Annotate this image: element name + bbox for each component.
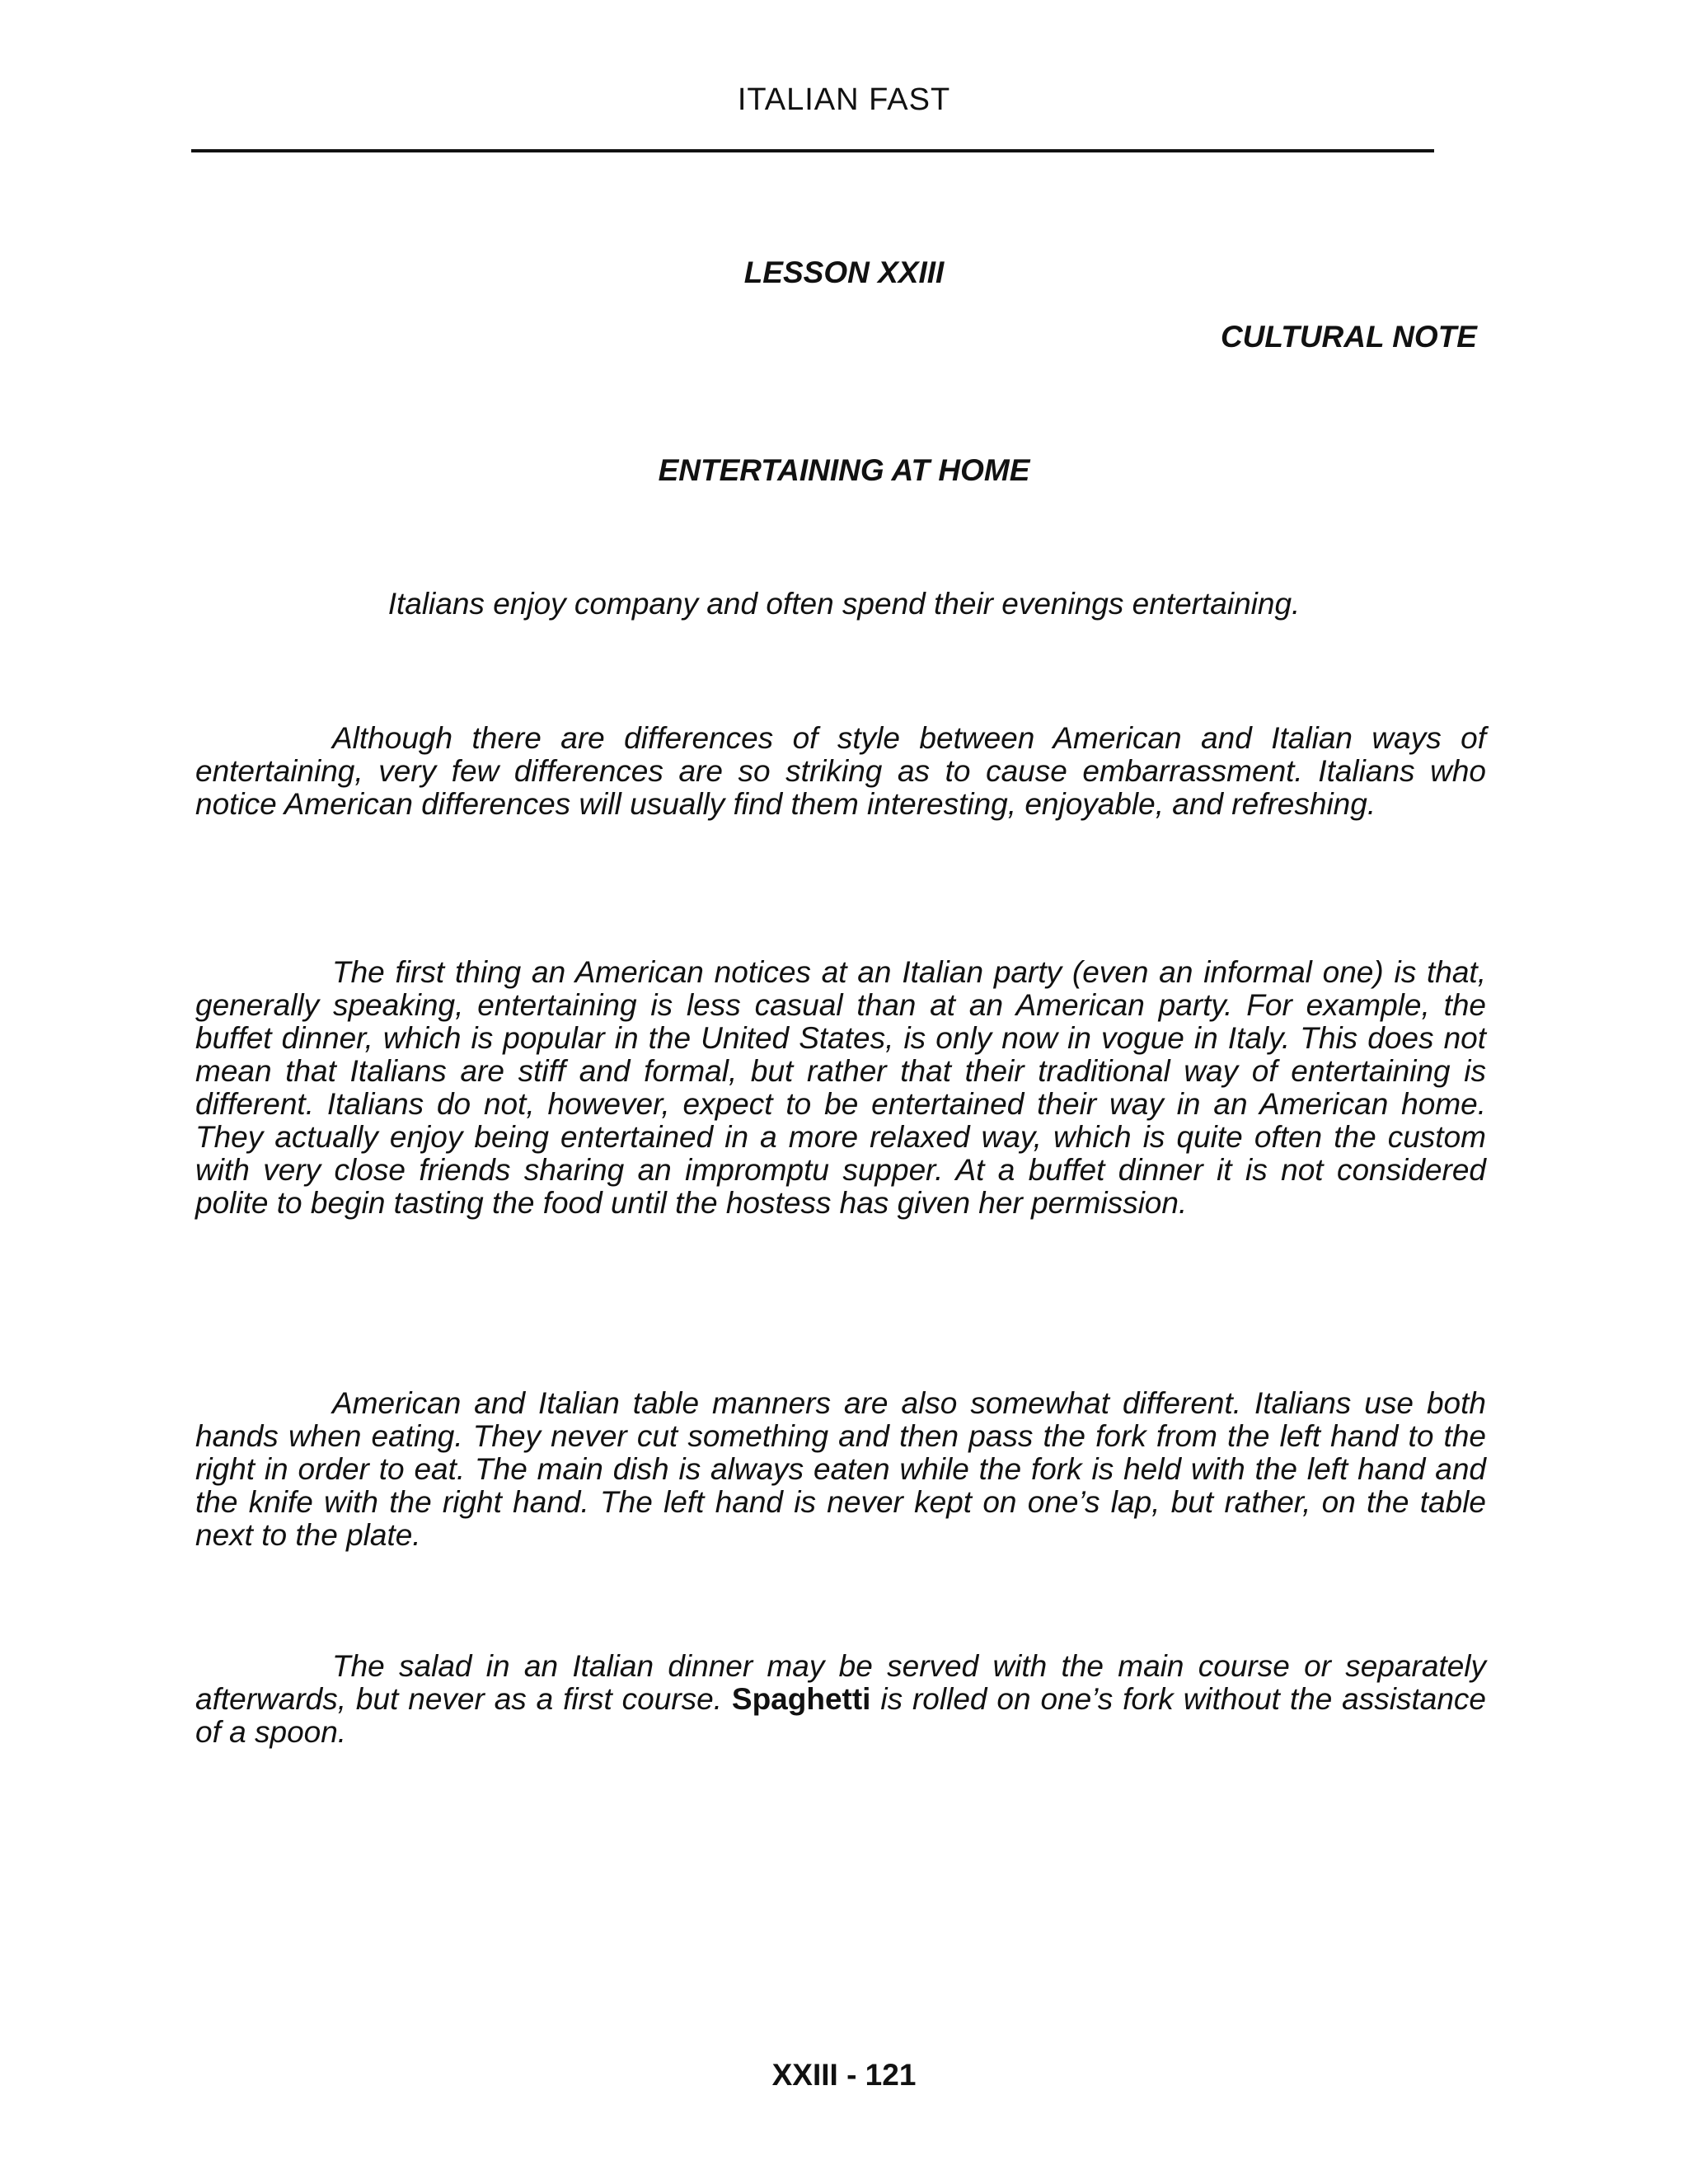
salad-text: The salad in an Italian dinner may be served with the main course or separately afterwards, but never as a first course. xyxy=(195,1649,1486,1716)
running-header: ITALIAN FAST xyxy=(737,82,951,117)
spaghetti-bold-word: Spaghetti xyxy=(731,1682,871,1716)
paragraph-styles: Although there are differences of style between American and Italian ways of entertaining, very few differences are so striking as to cause embarrassment. Italians who notice American differences will usually find them interesting, enjoyable, and refreshing. xyxy=(195,721,1486,821)
intro-sentence: Italians enjoy company and often spend their evenings entertaining. xyxy=(387,587,1301,621)
section-title: ENTERTAINING AT HOME xyxy=(658,453,1030,487)
spoon-text: is rolled on one’s fork without the assistance of a spoon. xyxy=(195,1682,1486,1749)
header-rule xyxy=(191,149,1434,152)
paragraph-table-manners: American and Italian table manners are also somewhat different. Italians use both hands when eating. They never cut something and then pass the fork from the left hand to the right in order to eat. The main dish is always eaten while the fork is held with the left hand and the knife with the right hand. The left hand is never kept on one’s lap, but rather, on the table next to the plate. xyxy=(195,1386,1486,1552)
lesson-title: LESSON XXIII xyxy=(743,255,945,289)
paragraph-salad-spaghetti xyxy=(195,1650,1486,1749)
paragraph-italian-party: The first thing an American notices at an Italian party (even an informal one) is that, generally speaking, entertaining is less casual than at an American party. For example, the buffet dinner, which is popular in the United States, is only now in vogue in Italy. This does not mean that Italians are stiff and formal, but rather that their traditional way of entertaining is different. Italians do not, however, expect to be entertained their way in an American home. They actually enjoy being entertained in a more relaxed way, which is quite often the custom with very close friends sharing an impromptu supper. At a buffet dinner it is not considered polite to begin tasting the food until the hostess has given her permission. xyxy=(195,955,1486,1220)
page-number: XXIII - 121 xyxy=(771,2058,917,2092)
cultural-note-label: CULTURAL NOTE xyxy=(1220,320,1477,354)
